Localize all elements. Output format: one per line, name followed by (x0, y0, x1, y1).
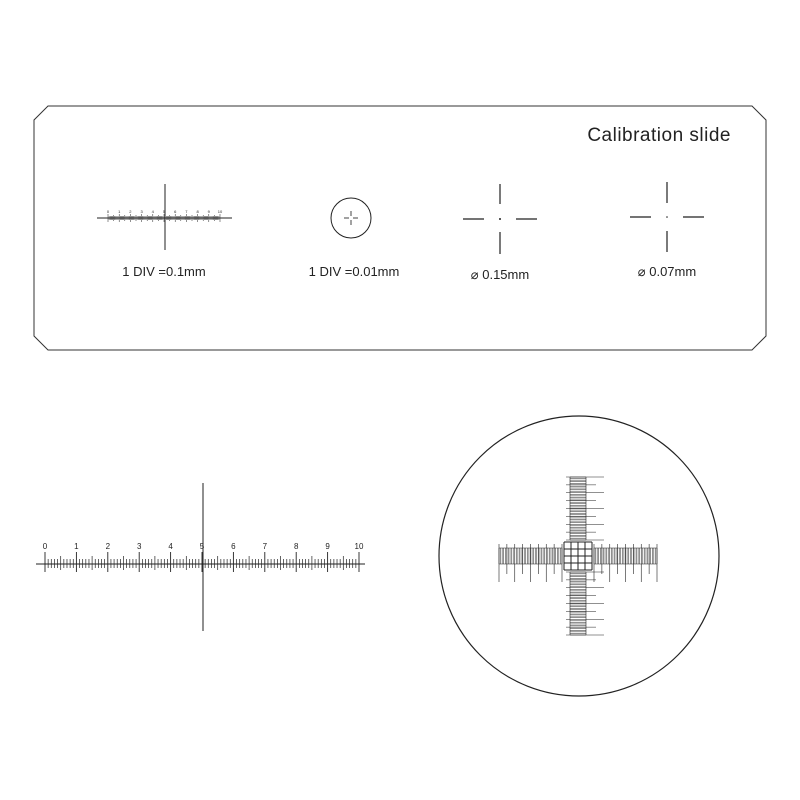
mini-scale-number: 10 (217, 209, 223, 214)
mini-scale-number: 9 (207, 209, 210, 214)
mini-scale-label: 1 DIV =0.1mm (122, 264, 206, 279)
ruler-number: 0 (42, 542, 48, 551)
mini-scale-number: 7 (185, 209, 188, 214)
ruler-number: 8 (293, 542, 299, 551)
reticle-view (439, 416, 719, 696)
ruler-number: 9 (325, 542, 330, 551)
dot-target-015 (463, 184, 537, 254)
ruler-number: 1 (74, 542, 79, 551)
dot-target-007-label: ⌀ 0.07mm (637, 264, 697, 279)
ruler-number: 4 (168, 542, 173, 551)
dot-target-015-label: ⌀ 0.15mm (470, 267, 530, 282)
reticle-arm (566, 572, 604, 635)
ruler-number: 2 (105, 542, 111, 551)
mini-scale (97, 184, 232, 250)
enlarged-ruler (36, 483, 365, 631)
ruler-number: 5 (199, 542, 205, 551)
mini-scale-number: 6 (174, 209, 177, 214)
mini-scale-number: 3 (140, 209, 143, 214)
mini-scale-number: 8 (196, 209, 199, 214)
mini-scale-number: 2 (129, 209, 132, 214)
mini-scale-number: 5 (162, 209, 166, 214)
reticle-arm (499, 544, 562, 582)
micro-circle-label: 1 DIV =0.01mm (308, 264, 400, 279)
micro-circle-target (331, 198, 371, 238)
mini-scale-number: 1 (118, 209, 121, 214)
reticle-arm (566, 477, 604, 540)
center-grid (564, 542, 592, 570)
mini-scale-number: 0 (106, 209, 110, 214)
ruler-number: 3 (136, 542, 142, 551)
ruler-number: 6 (231, 542, 236, 551)
ruler-number: 7 (262, 542, 268, 551)
dot-target-007 (630, 182, 704, 252)
mini-scale-number: 4 (151, 209, 154, 214)
reticle-arm (594, 544, 657, 582)
ruler-number: 10 (354, 542, 364, 551)
slide-title: Calibration slide (587, 125, 731, 146)
